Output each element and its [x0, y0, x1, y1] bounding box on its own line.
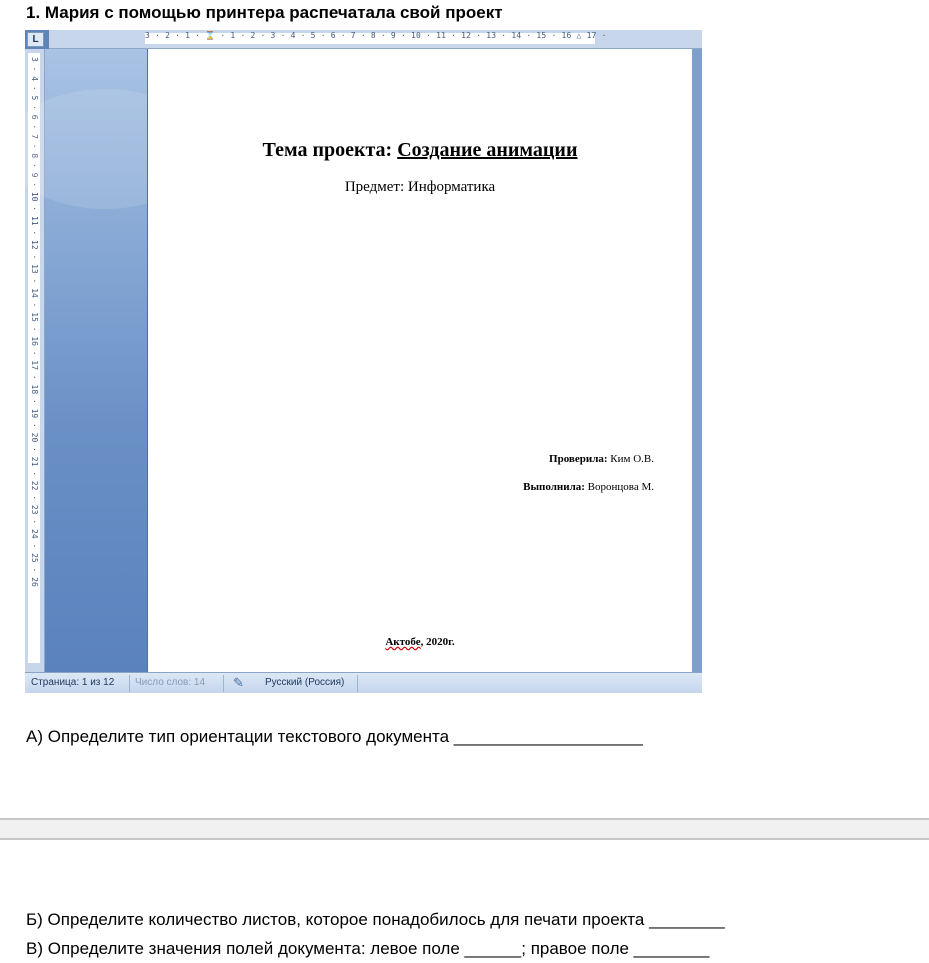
- checked-by: [549, 453, 654, 465]
- horizontal-ruler-ticks: 3 · 2 · 1 · ⌛ · 1 · 2 · 3 · 4 · 5 · 6 · 7 · 8 · 9 · 10 · 11 · 12 · 13 · 14 · 15 · 16 △ 17 ·: [145, 31, 607, 40]
- city-year: [148, 636, 692, 648]
- project-title: [148, 139, 692, 162]
- checked-label: Проверила:: [549, 453, 608, 465]
- tab-selector-button[interactable]: L: [27, 32, 44, 47]
- page-count-status[interactable]: Страница: 1 из 12: [31, 677, 115, 688]
- vertical-ruler-ticks: 3 · 4 · 5 · 6 · 7 · 8 · 9 · 10 · 11 · 12 · 13 · 14 · 15 · 16 · 17 · 18 · 19 · 20 · 21 · 22 · 23 · 24 · 25 · 26: [30, 57, 39, 587]
- title-prefix: Тема проекта:: [262, 139, 398, 161]
- question-c: В) Определите значения полей документа: левое поле ______; правое поле ________: [26, 939, 710, 958]
- right-scroll-area: [692, 49, 702, 675]
- done-by: [523, 481, 654, 493]
- checked-name: Ким О.В.: [610, 453, 654, 465]
- question-b: Б) Определите количество листов, которое понадобилось для печати проекта ________: [26, 910, 725, 929]
- language-status[interactable]: Русский (Россия): [265, 677, 345, 688]
- word-count-status[interactable]: Число слов: 14: [135, 677, 206, 688]
- done-label: Выполнила:: [523, 481, 585, 493]
- status-bar: [25, 672, 702, 693]
- document-page[interactable]: [147, 49, 693, 675]
- title-topic: Создание анимации: [397, 139, 578, 161]
- year: , 2020г.: [420, 636, 455, 648]
- horizontal-ruler[interactable]: [49, 30, 702, 49]
- workspace-background: [45, 49, 147, 675]
- project-subject: Предмет: Информатика: [344, 179, 496, 195]
- done-name: Воронцова М.: [587, 481, 654, 493]
- spellcheck-icon[interactable]: ✎: [233, 675, 244, 690]
- word-window: [25, 30, 702, 693]
- task-heading: 1. Мария с помощью принтера распечатала свой проект: [26, 3, 503, 22]
- city-name: Актобе: [385, 636, 421, 648]
- question-a: А) Определите тип ориентации текстового документа ____________________: [26, 727, 643, 746]
- section-divider: [0, 818, 929, 840]
